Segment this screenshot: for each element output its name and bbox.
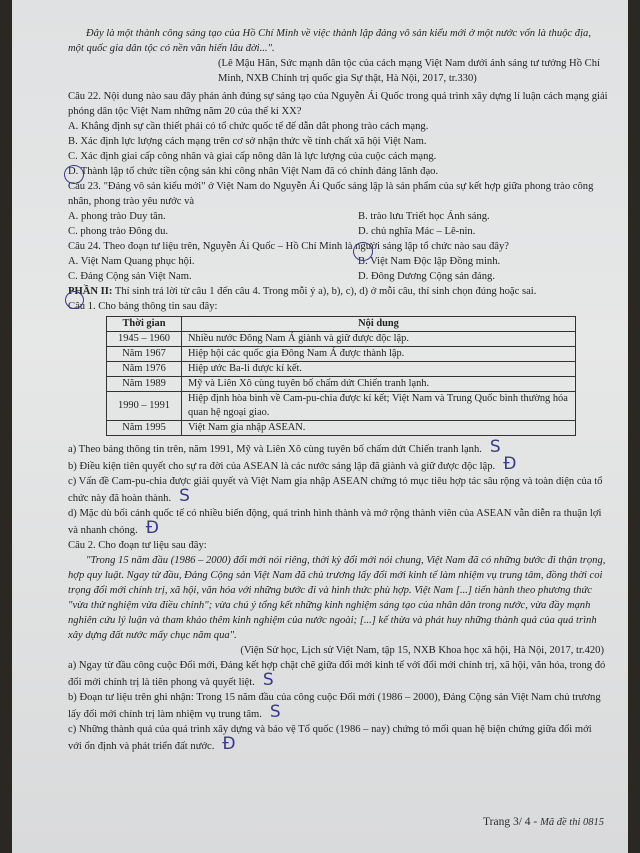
statement-text: b) Đoạn tư liệu trên ghi nhận: Trong 15 năm đầu của công cuộc Đổi mới (1986 – 2000), Đảng Cộng sản Việt Nam chủ trương lấy đổi mới chính trị làm nhiệm vụ trung tâm. (68, 692, 601, 720)
part2-question-2-stem: Câu 2. Cho đoạn tư liệu sau đây: (68, 540, 207, 551)
statement-2c[interactable] (68, 722, 608, 754)
table-cell-content: Nhiều nước Đông Nam Á giành và giữ được độc lập. (182, 332, 576, 347)
question-23-option-a[interactable]: A. phong trào Duy tân. (68, 211, 166, 222)
part-2-instruction (68, 284, 608, 299)
question-24-option-a[interactable]: A. Việt Nam Quang phục hội. (68, 256, 195, 267)
table-row (107, 377, 576, 392)
part-2-heading: PHẦN II: (68, 286, 113, 297)
passage-text: "Trong 15 năm đầu (1986 – 2000) đổi mới nói riêng, thời kỳ đổi mới nói chung, Việt Nam đã có những bước đi thận trọng, hợp quy luật. Ngay từ đầu, Đảng Cộng sản Việt Nam đã chủ trương lấy đổi mới kinh tế làm nhiệm vụ trung tâm, đồng thời coi trọng đổi mới chính trị, xã hội, văn hóa với những bước đi và hình thức phù hợp. Việt Nam [...] tiến hành theo phương thức "vừa thử nghiệm vừa điều chỉnh"; vừa chú ý tổng kết những kinh nghiệm sáng tạo của nhân dân trong nước, vừa đầy mạnh nghiên cứu lý luận và tham khảo thêm kinh nghiệm của nước ngoài; [...] kế thừa và phát huy những thành quả của quá trình xây dựng đất nước mấy chục năm qua". (68, 555, 606, 641)
statement-2a[interactable] (68, 658, 608, 690)
answer-circle-q23 (353, 242, 373, 261)
statement-1b[interactable] (68, 454, 608, 474)
part2-question-1 (68, 299, 608, 538)
statement-1c[interactable] (68, 474, 608, 506)
table-row (107, 332, 576, 347)
question-22-option-a[interactable]: A. Khẳng định sự cần thiết phải có tổ chức quốc tế để dẫn dắt phong trào cách mạng. (68, 121, 429, 132)
table-row (107, 392, 576, 421)
table-cell-time: Năm 1976 (107, 362, 182, 377)
handwritten-mark: S (269, 702, 281, 722)
handwritten-mark: S (262, 670, 274, 690)
statement-1d[interactable] (68, 506, 608, 538)
question-24 (68, 239, 608, 284)
exam-content (68, 26, 608, 754)
passage-source: (Viện Sử học, Lịch sử Việt Nam, tập 15, NXB Khoa học xã hội, Hà Nội, 2017, tr.420) (240, 645, 604, 656)
question-24-stem: Câu 24. Theo đoạn tư liệu trên, Nguyễn Ái Quốc – Hồ Chí Minh là người sáng lập tổ chức nào sau đây? (68, 241, 510, 252)
quote-intro-text: Đây là một thành công sáng tạo của Hồ Chí Minh về việc thành lập đảng vô sản kiểu mới ở một nước vốn là thuộc địa, một quốc gia dân tộc có nền văn hiến lâu đời...". (68, 28, 591, 54)
question-22-option-d[interactable]: D. Thành lập tổ chức tiền cộng sản khi công nhân Việt Nam đã có chính đảng lãnh đạo. (68, 166, 439, 177)
table-header-time: Thời gian (107, 317, 182, 332)
question-22-option-c[interactable]: C. Xác định giai cấp công nhân và giai cấp nông dân là lực lượng của cuộc cách mạng. (68, 151, 437, 162)
statement-text: c) Những thành quả của quá trình xây dựng và bảo vệ Tổ quốc (1986 – nay) chứng tỏ mối quan hệ biện chứng giữa đổi mới với ổn định và phát triển đất nước. (68, 724, 592, 752)
answer-circle-q22 (64, 165, 84, 184)
question-23-option-b[interactable]: B. trào lưu Triết học Ánh sáng. (358, 211, 490, 222)
statement-text: a) Theo bảng thông tin trên, năm 1991, Mỹ và Liên Xô cùng tuyên bố chấm dứt Chiến tranh lạnh. (68, 444, 482, 455)
page-footer (483, 816, 604, 828)
info-table (106, 316, 576, 436)
question-23 (68, 179, 608, 239)
question-22 (68, 89, 608, 179)
table-cell-content: Hiệp ước Ba-li được kí kết. (182, 362, 576, 377)
question-23-option-d[interactable]: D. chủ nghĩa Mác – Lê-nin. (358, 226, 476, 237)
table-row (107, 362, 576, 377)
quote-intro-source: (Lê Mậu Hãn, Sức mạnh dân tộc của cách mạng Việt Nam dưới ánh sáng tư tưởng Hồ Chí Minh, NXB Chính trị quốc gia Sự thật, Hà Nội, 2017, tr.330) (218, 58, 600, 84)
table-cell-time: 1990 – 1991 (107, 392, 182, 421)
part2-question-2 (68, 538, 608, 754)
table-cell-time: Năm 1995 (107, 421, 182, 436)
question-22-option-b[interactable]: B. Xác định lực lượng cách mạng trên cơ sở nhận thức về tính chất xã hội Việt Nam. (68, 136, 427, 147)
table-header-row (107, 317, 576, 332)
page-number: Trang 3/ 4 - (483, 816, 541, 828)
question-22-stem: Câu 22. Nội dung nào sau đây phản ánh đúng sự sáng tạo của Nguyễn Ái Quốc trong quá trình xây dựng lí luận cách mạng giải phóng dân tộc Việt Nam những năm 20 của thế kỉ XX? (68, 91, 608, 117)
question-23-stem: Câu 23. "Đảng vô sản kiểu mới" ở Việt Nam do Nguyễn Ái Quốc sáng lập là sản phẩm của sự kết hợp giữa phong trào công nhân, phong trào yêu nước và (68, 181, 594, 207)
table-cell-content: Hiệp định hòa bình về Cam-pu-chia được kí kết; Việt Nam và Trung Quốc bình thường hóa quan hệ ngoại giao. (182, 392, 576, 421)
table-cell-content: Mỹ và Liên Xô cùng tuyên bố chấm dứt Chiến tranh lạnh. (182, 377, 576, 392)
statement-text: c) Vấn đề Cam-pu-chia được giải quyết và Việt Nam gia nhập ASEAN chứng tỏ mục tiêu hợp tác sâu rộng và toàn diện của tổ chức này đã hoàn thành. (68, 476, 603, 504)
part-2-instruction-text: Thí sinh trả lời từ câu 1 đến câu 4. Trong mỗi ý a), b), c), d) ở mỗi câu, thí sinh chọn đúng hoặc sai. (112, 286, 537, 297)
question-23-option-c[interactable]: C. phong trào Đông du. (68, 226, 169, 237)
question-24-option-b[interactable]: B. Việt Nam Độc lập Đồng minh. (358, 256, 501, 267)
table-cell-content: Hiệp hội các quốc gia Đông Nam Á được thành lập. (182, 347, 576, 362)
statement-2b[interactable] (68, 690, 608, 722)
part2-question-1-stem: Câu 1. Cho bảng thông tin sau đây: (68, 301, 218, 312)
question-24-option-c[interactable]: C. Đảng Cộng sản Việt Nam. (68, 271, 192, 282)
table-cell-time: 1945 – 1960 (107, 332, 182, 347)
exam-page (12, 0, 628, 853)
table-row (107, 421, 576, 436)
handwritten-mark: S (489, 437, 501, 457)
statement-text: d) Mặc dù bối cảnh quốc tế có nhiều biến động, quá trình hình thành và mở rộng thành viên của ASEAN vẫn diễn ra thuận lợi và nhanh chóng. (68, 508, 602, 536)
handwritten-mark: Đ (503, 454, 517, 474)
table-cell-time: Năm 1967 (107, 347, 182, 362)
handwritten-mark: S (179, 486, 190, 506)
answer-circle-q24 (65, 291, 84, 309)
handwritten-mark: Đ (222, 734, 236, 754)
table-row (107, 347, 576, 362)
statement-text: b) Điều kiện tiên quyết cho sự ra đời của ASEAN là các nước sáng lập đã giành và giữ được độc lập. (68, 461, 496, 472)
question-24-option-d[interactable]: D. Đông Dương Cộng sản đảng. (358, 271, 495, 282)
handwritten-mark: Đ (145, 518, 159, 538)
statement-text: a) Ngay từ đầu công cuộc Đổi mới, Đảng kết hợp chặt chẽ giữa đổi mới kinh tế với đổi mới chính trị, xã hội, văn hóa, trong đó đổi mới chính trị là tiên phong và quyết liệt. (68, 660, 606, 688)
table-header-content: Nội dung (182, 317, 576, 332)
table-cell-time: Năm 1989 (107, 377, 182, 392)
exam-code: Mã đề thi 0815 (540, 817, 604, 828)
table-cell-content: Việt Nam gia nhập ASEAN. (182, 421, 576, 436)
statement-1a[interactable] (68, 437, 608, 457)
